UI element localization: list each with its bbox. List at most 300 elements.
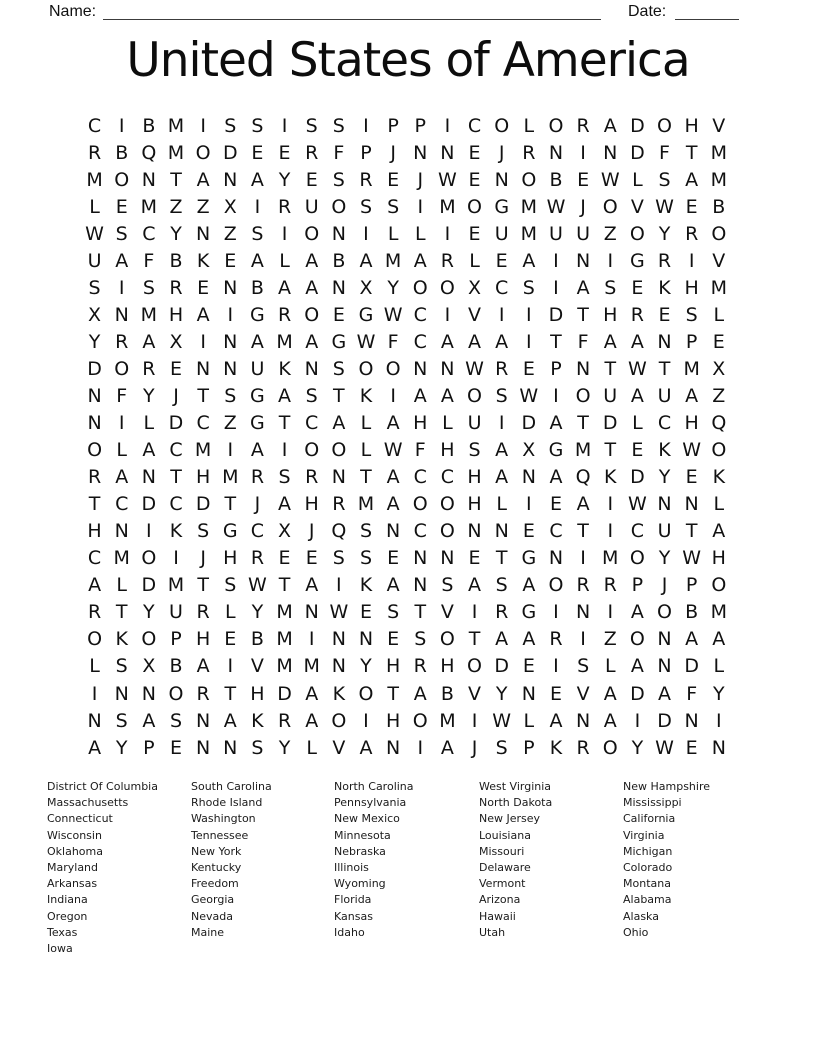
grid-cell: N xyxy=(196,709,211,732)
grid-cell: N xyxy=(657,655,672,678)
grid-cell: E xyxy=(549,493,562,516)
grid-cell: A xyxy=(576,276,590,299)
grid-cell: X xyxy=(468,276,482,299)
grid-cell: M xyxy=(276,601,293,624)
grid-cell: C xyxy=(87,114,102,137)
grid-cell: O xyxy=(548,114,564,137)
grid-cell: D xyxy=(657,709,672,732)
grid-cell: N xyxy=(223,736,238,759)
grid-cell: Y xyxy=(658,547,671,570)
grid-cell: H xyxy=(223,547,238,570)
word-list-item: Ohio xyxy=(623,925,649,939)
grid-cell: A xyxy=(359,736,373,759)
grid-cell: X xyxy=(88,303,102,326)
grid-cell: R xyxy=(332,493,346,516)
grid-cell: T xyxy=(224,493,237,516)
grid-cell: H xyxy=(440,439,455,462)
grid-cell: H xyxy=(168,303,184,326)
grid-cell: A xyxy=(630,330,644,353)
grid-cell: T xyxy=(224,682,237,705)
grid-cell: A xyxy=(413,682,427,705)
grid-cell: W xyxy=(383,439,403,462)
grid-cell: M xyxy=(520,222,538,245)
grid-cell: S xyxy=(495,574,508,597)
grid-cell: G xyxy=(494,195,510,218)
grid-cell: A xyxy=(332,412,346,435)
grid-cell: S xyxy=(332,357,345,380)
grid-cell: H xyxy=(684,114,699,137)
grid-cell: S xyxy=(332,168,345,191)
grid-cell: E xyxy=(522,655,535,678)
grid-cell: O xyxy=(304,303,320,326)
grid-cell: K xyxy=(712,466,726,489)
grid-cell: W xyxy=(438,168,457,191)
grid-cell: S xyxy=(468,439,481,462)
grid-cell: L xyxy=(387,222,399,245)
word-list-item: Massachusetts xyxy=(47,796,129,810)
grid-cell: F xyxy=(686,682,698,705)
grid-cell: J xyxy=(173,384,179,407)
grid-cell: M xyxy=(683,357,700,380)
grid-cell: O xyxy=(331,439,347,462)
word-list xyxy=(0,779,816,959)
grid-cell: T xyxy=(170,168,182,191)
grid-cell: N xyxy=(657,493,672,516)
grid-cell: O xyxy=(358,357,374,380)
grid-cell: M xyxy=(439,709,456,732)
grid-cell: Y xyxy=(143,601,155,624)
grid-cell: I xyxy=(553,655,559,678)
grid-cell: W xyxy=(655,195,674,218)
grid-cell: N xyxy=(575,709,591,732)
grid-cell: S xyxy=(359,195,372,218)
grid-cell: E xyxy=(224,628,237,651)
grid-cell: I xyxy=(390,384,396,407)
grid-cell: A xyxy=(658,682,672,705)
grid-cell: T xyxy=(550,330,562,353)
grid-cell: D xyxy=(684,655,699,678)
grid-cell: N xyxy=(304,357,319,380)
grid-cell: B xyxy=(712,195,726,218)
grid-cell: A xyxy=(685,628,699,651)
grid-cell: X xyxy=(223,195,237,218)
grid-cell: N xyxy=(494,168,509,191)
grid-cell: M xyxy=(710,276,727,299)
grid-cell: E xyxy=(169,736,182,759)
grid-cell: N xyxy=(684,493,699,516)
grid-cell: E xyxy=(251,141,264,164)
grid-cell: N xyxy=(141,466,156,489)
word-list-item: West Virginia xyxy=(479,780,552,793)
grid-cell: T xyxy=(604,439,617,462)
grid-cell: D xyxy=(602,412,618,435)
grid-cell: R xyxy=(522,141,536,164)
grid-cell: M xyxy=(276,655,293,678)
grid-cell: E xyxy=(468,222,481,245)
grid-cell: L xyxy=(116,574,127,597)
grid-cell: T xyxy=(685,141,698,164)
word-list-item: South Carolina xyxy=(191,780,272,793)
grid-cell: G xyxy=(630,249,645,272)
grid-cell: N xyxy=(87,709,102,732)
grid-cell: D xyxy=(168,412,184,435)
grid-cell: Y xyxy=(713,682,725,705)
grid-cell: H xyxy=(467,493,482,516)
grid-cell: A xyxy=(386,412,400,435)
grid-cell: T xyxy=(414,601,427,624)
grid-cell: A xyxy=(549,709,563,732)
grid-cell: B xyxy=(169,655,183,678)
grid-cell: E xyxy=(712,330,725,353)
grid-cell: A xyxy=(278,276,292,299)
grid-cell: B xyxy=(142,114,156,137)
grid-cell: I xyxy=(363,114,369,137)
grid-cell: I xyxy=(553,384,559,407)
grid-cell: J xyxy=(471,736,478,759)
grid-cell: A xyxy=(142,709,156,732)
word-list-item: New York xyxy=(191,844,242,858)
word-list-item: Louisiana xyxy=(479,828,531,842)
grid-cell: O xyxy=(602,195,618,218)
grid-cell: S xyxy=(387,195,400,218)
grid-cell: I xyxy=(227,439,234,462)
grid-cell: M xyxy=(167,141,185,164)
grid-cell: S xyxy=(115,655,128,678)
grid-cell: L xyxy=(89,195,100,218)
grid-cell: A xyxy=(630,601,644,624)
grid-cell: Y xyxy=(143,384,155,407)
grid-cell: R xyxy=(250,547,265,570)
grid-cell: S xyxy=(387,601,400,624)
grid-cell: N xyxy=(413,547,428,570)
grid-cell: Q xyxy=(711,412,727,435)
grid-cell: Z xyxy=(196,195,210,218)
grid-cell: A xyxy=(359,249,373,272)
grid-cell: I xyxy=(200,114,206,137)
grid-cell: E xyxy=(278,547,291,570)
grid-cell: Y xyxy=(88,330,101,353)
grid-cell: N xyxy=(575,357,591,380)
grid-cell: I xyxy=(363,709,369,732)
grid-cell: O xyxy=(141,547,157,570)
grid-cell: N xyxy=(494,520,509,543)
word-list-column xyxy=(47,779,158,957)
grid-cell: T xyxy=(88,493,101,516)
grid-cell: L xyxy=(306,736,317,759)
grid-cell: A xyxy=(142,439,156,462)
word-list-item: Tennessee xyxy=(191,828,249,842)
grid-cell: I xyxy=(607,493,614,516)
grid-cell: P xyxy=(685,574,698,597)
word-list-item: Minnesota xyxy=(334,828,391,842)
grid-cell: T xyxy=(577,412,589,435)
grid-cell: R xyxy=(277,709,292,732)
grid-cell: D xyxy=(630,682,645,705)
grid-cell: I xyxy=(227,655,234,678)
grid-cell: H xyxy=(603,303,618,326)
grid-cell: V xyxy=(712,249,726,272)
word-list-item: Florida xyxy=(334,893,372,907)
word-list-item: Vermont xyxy=(479,877,526,891)
grid-cell: T xyxy=(360,466,372,489)
grid-cell: A xyxy=(603,330,617,353)
grid-cell: F xyxy=(143,249,155,272)
grid-cell: G xyxy=(250,384,265,407)
grid-cell: I xyxy=(254,195,261,218)
grid-cell: L xyxy=(89,655,100,678)
grid-cell: X xyxy=(278,520,292,543)
grid-cell: P xyxy=(360,141,372,164)
word-list-item: Texas xyxy=(47,925,78,939)
grid-cell: F xyxy=(387,330,399,353)
grid-cell: E xyxy=(387,168,400,191)
grid-cell: S xyxy=(495,384,508,407)
grid-cell: S xyxy=(169,709,183,732)
word-list-item: Michigan xyxy=(623,844,673,858)
grid-cell: C xyxy=(413,520,427,543)
grid-cell: A xyxy=(250,330,264,353)
grid-cell: R xyxy=(277,303,292,326)
grid-cell: R xyxy=(87,601,102,624)
grid-cell: A xyxy=(603,682,617,705)
grid-cell: Q xyxy=(141,141,157,164)
grid-cell: R xyxy=(630,303,644,326)
grid-cell: N xyxy=(386,736,401,759)
grid-cell: E xyxy=(468,141,481,164)
grid-cell: M xyxy=(384,249,402,272)
grid-cell: Z xyxy=(603,222,617,245)
grid-cell: W xyxy=(600,168,620,191)
word-list-column xyxy=(334,779,414,941)
grid-cell: Y xyxy=(251,601,264,624)
grid-cell: S xyxy=(88,276,101,299)
word-list-item: Georgia xyxy=(191,893,235,907)
grid-cell: M xyxy=(167,574,185,597)
grid-cell: C xyxy=(250,520,265,543)
grid-cell: N xyxy=(413,357,428,380)
word-list-item: North Carolina xyxy=(334,780,414,793)
grid-cell: I xyxy=(281,439,288,462)
grid-cell: A xyxy=(250,439,264,462)
grid-cell: T xyxy=(197,384,209,407)
grid-cell: M xyxy=(167,114,185,137)
grid-cell: O xyxy=(602,736,618,759)
grid-cell: I xyxy=(526,330,532,353)
grid-cell: N xyxy=(196,222,211,245)
grid-cell: A xyxy=(386,466,400,489)
grid-cell: I xyxy=(417,195,424,218)
grid-cell: M xyxy=(86,168,103,191)
grid-cell: M xyxy=(710,168,727,191)
grid-cell: S xyxy=(115,709,128,732)
grid-cell: A xyxy=(440,736,454,759)
grid-cell: A xyxy=(250,249,264,272)
grid-cell: B xyxy=(332,249,346,272)
grid-cell: M xyxy=(574,439,592,462)
grid-cell: K xyxy=(332,682,346,705)
grid-cell: H xyxy=(304,493,319,516)
grid-cell: P xyxy=(631,574,644,597)
grid-cell: R xyxy=(576,574,590,597)
word-list-column xyxy=(623,779,710,941)
grid-cell: C xyxy=(196,412,210,435)
grid-cell: W xyxy=(248,574,267,597)
grid-cell: T xyxy=(685,520,698,543)
grid-cell: R xyxy=(87,141,102,164)
grid-cell: I xyxy=(634,709,641,732)
grid-cell: O xyxy=(412,276,428,299)
grid-cell: N xyxy=(413,574,428,597)
grid-cell: O xyxy=(358,682,374,705)
grid-cell: E xyxy=(549,682,562,705)
word-list-item: Virginia xyxy=(623,828,665,842)
grid-cell: X xyxy=(142,655,156,678)
grid-cell: O xyxy=(494,114,510,137)
grid-cell: T xyxy=(604,357,617,380)
grid-cell: I xyxy=(363,222,369,245)
grid-cell: O xyxy=(412,709,428,732)
grid-cell: I xyxy=(607,520,614,543)
grid-cell: B xyxy=(169,249,183,272)
grid-cell: T xyxy=(495,547,508,570)
grid-cell: I xyxy=(471,709,478,732)
grid-cell: N xyxy=(521,682,536,705)
word-list-item: Iowa xyxy=(47,942,73,956)
grid-cell: E xyxy=(522,520,535,543)
grid-cell: I xyxy=(444,114,451,137)
grid-cell: L xyxy=(116,439,127,462)
grid-cell: C xyxy=(413,330,427,353)
grid-cell: I xyxy=(146,520,152,543)
grid-cell: A xyxy=(115,466,129,489)
grid-cell: O xyxy=(629,547,645,570)
grid-cell: A xyxy=(88,574,102,597)
grid-cell: O xyxy=(711,222,727,245)
word-search-grid xyxy=(81,112,732,761)
grid-cell: I xyxy=(553,276,559,299)
grid-cell: E xyxy=(685,466,698,489)
grid-cell: Y xyxy=(658,222,671,245)
grid-cell: D xyxy=(630,141,645,164)
grid-cell: D xyxy=(222,141,238,164)
grid-cell: R xyxy=(495,357,509,380)
grid-cell: O xyxy=(711,439,727,462)
grid-cell: I xyxy=(688,249,695,272)
grid-cell: L xyxy=(442,412,453,435)
grid-cell: C xyxy=(440,466,455,489)
grid-cell: S xyxy=(224,574,237,597)
word-list-item: Oregon xyxy=(47,909,88,923)
grid-cell: I xyxy=(444,222,451,245)
word-list-item: Nebraska xyxy=(334,844,386,858)
grid-cell: F xyxy=(333,141,345,164)
grid-cell: N xyxy=(87,384,102,407)
grid-cell: S xyxy=(115,222,128,245)
grid-cell: Z xyxy=(223,222,237,245)
grid-cell: U xyxy=(87,249,102,272)
grid-cell: F xyxy=(577,330,589,353)
word-list-item: Montana xyxy=(623,877,671,891)
grid-cell: M xyxy=(194,439,212,462)
grid-cell: D xyxy=(630,114,645,137)
word-list-item: Washington xyxy=(191,812,256,826)
grid-cell: A xyxy=(223,709,237,732)
word-list-item: New Mexico xyxy=(334,812,400,826)
grid-cell: N xyxy=(223,330,238,353)
word-list-item: Maryland xyxy=(47,861,99,875)
grid-cell: R xyxy=(305,466,319,489)
grid-cell: B xyxy=(250,276,264,299)
grid-cell: K xyxy=(115,628,128,651)
grid-cell: N xyxy=(521,466,536,489)
grid-cell: A xyxy=(522,574,536,597)
grid-cell: W xyxy=(682,547,702,570)
grid-cell: I xyxy=(118,412,125,435)
grid-cell: N xyxy=(548,547,564,570)
grid-cell: A xyxy=(712,628,726,651)
grid-cell: W xyxy=(383,303,403,326)
grid-cell: R xyxy=(576,114,590,137)
grid-cell: O xyxy=(87,628,103,651)
grid-cell: L xyxy=(496,493,507,516)
grid-cell: A xyxy=(278,384,292,407)
word-list-item: Indiana xyxy=(47,893,88,907)
grid-cell: D xyxy=(521,412,537,435)
grid-cell: A xyxy=(305,276,319,299)
grid-cell: M xyxy=(303,655,320,678)
grid-cell: T xyxy=(278,574,291,597)
word-list-item: Missouri xyxy=(479,844,525,858)
grid-cell: A xyxy=(549,466,563,489)
grid-cell: K xyxy=(359,384,373,407)
grid-cell: S xyxy=(522,276,535,299)
grid-cell: N xyxy=(711,736,726,759)
grid-cell: P xyxy=(550,357,562,380)
grid-cell: V xyxy=(712,114,726,137)
grid-cell: N xyxy=(223,357,238,380)
grid-cell: E xyxy=(631,439,644,462)
grid-cell: Y xyxy=(387,276,399,299)
grid-cell: R xyxy=(196,682,210,705)
grid-cell: P xyxy=(685,330,698,353)
grid-cell: N xyxy=(386,520,401,543)
grid-cell: N xyxy=(440,141,455,164)
grid-cell: A xyxy=(522,249,536,272)
grid-cell: F xyxy=(659,141,670,164)
grid-cell: R xyxy=(196,601,210,624)
grid-cell: C xyxy=(169,493,183,516)
grid-cell: M xyxy=(710,141,727,164)
word-list-item: Colorado xyxy=(623,861,673,875)
grid-cell: U xyxy=(169,601,183,624)
grid-cell: E xyxy=(387,628,400,651)
grid-cell: W xyxy=(356,330,376,353)
grid-cell: W xyxy=(329,601,349,624)
grid-cell: M xyxy=(357,493,375,516)
grid-cell: N xyxy=(575,601,591,624)
grid-cell: A xyxy=(115,249,129,272)
grid-cell: P xyxy=(170,628,182,651)
grid-cell: L xyxy=(360,439,372,462)
grid-cell: W xyxy=(546,195,566,218)
grid-cell: J xyxy=(390,141,396,164)
grid-cell: L xyxy=(632,168,643,191)
grid-cell: B xyxy=(440,682,454,705)
grid-cell: E xyxy=(631,276,644,299)
grid-cell: E xyxy=(522,357,535,380)
grid-cell: A xyxy=(685,168,699,191)
grid-cell: U xyxy=(657,520,672,543)
